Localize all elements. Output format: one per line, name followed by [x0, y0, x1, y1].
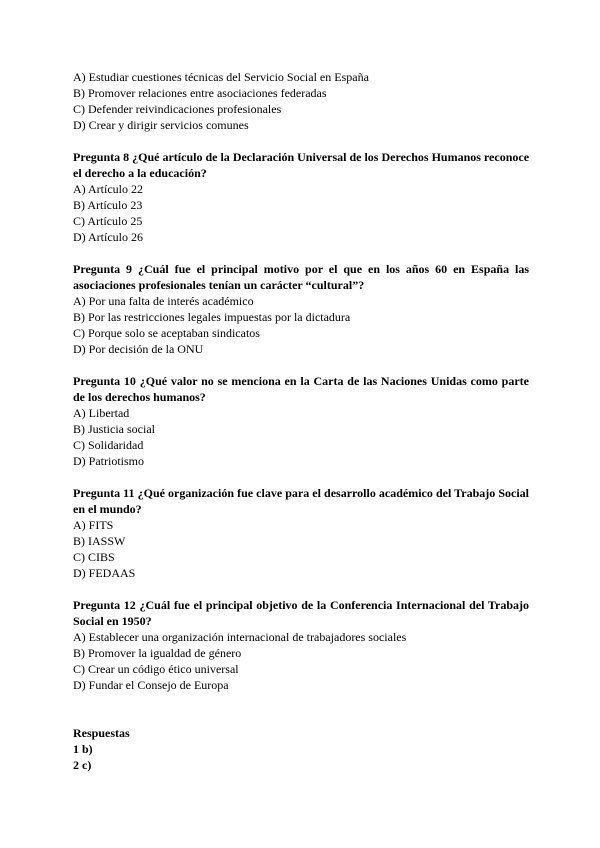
continued-options: [73, 69, 529, 133]
question-heading: [73, 149, 529, 181]
question-number: Pregunta 10: [73, 374, 136, 388]
option-line: B) Justicia social: [73, 422, 155, 436]
option-line: B) IASSW: [73, 534, 126, 548]
question-number: Pregunta 9: [73, 262, 133, 276]
question-heading: [73, 597, 529, 629]
question-block-11: [73, 485, 529, 581]
option-line: D) Fundar el Consejo de Europa: [73, 678, 229, 692]
question-text: ¿Qué valor no se menciona en la Carta de las Naciones Unidas como parte de los derechos humanos?: [73, 374, 530, 404]
document-page: [73, 69, 529, 773]
question-number: Pregunta 8: [73, 150, 130, 164]
answers-heading: Respuestas: [73, 726, 130, 740]
question-text: ¿Cuál fue el principal objetivo de la Conferencia Internacional del Trabajo Social en 1950?: [73, 598, 529, 628]
option-line: A) Estudiar cuestiones técnicas del Servicio Social en España: [73, 70, 369, 84]
question-heading: [73, 261, 529, 293]
question-heading: [73, 485, 529, 517]
option-line: B) Promover relaciones entre asociaciones federadas: [73, 86, 327, 100]
option-line: A) Por una falta de interés académico: [73, 294, 254, 308]
option-line: D) Patriotismo: [73, 454, 144, 468]
answer-item: 1 b): [73, 742, 93, 756]
option-line: C) Defender reivindicaciones profesionales: [73, 102, 282, 116]
question-block-8: [73, 149, 529, 245]
option-line: D) Crear y dirigir servicios comunes: [73, 118, 249, 132]
option-line: A) Artículo 22: [73, 182, 143, 196]
question-heading: [73, 373, 529, 405]
question-number: Pregunta 12: [73, 598, 136, 612]
answer-item: 2 c): [73, 758, 92, 772]
option-line: C) Artículo 25: [73, 214, 143, 228]
option-line: A) Libertad: [73, 406, 130, 420]
option-line: C) Solidaridad: [73, 438, 144, 452]
option-line: C) Crear un código ético universal: [73, 662, 239, 676]
question-number: Pregunta 11: [73, 486, 135, 500]
question-block-10: [73, 373, 529, 469]
question-block-12: [73, 597, 529, 693]
option-line: A) Establecer una organización internacional de trabajadores sociales: [73, 630, 407, 644]
option-line: C) CIBS: [73, 550, 115, 564]
option-line: D) Por decisión de la ONU: [73, 342, 204, 356]
question-text: ¿Cuál fue el principal motivo por el que en los años 60 en España las asociaciones profesionales tenían un carácter “cultural”?: [73, 262, 530, 292]
option-line: D) FEDAAS: [73, 566, 136, 580]
question-text: ¿Qué organización fue clave para el desarrollo académico del Trabajo Social en el mundo?: [73, 486, 529, 516]
option-line: B) Promover la igualdad de género: [73, 646, 242, 660]
option-line: B) Artículo 23: [73, 198, 143, 212]
question-text: ¿Qué artículo de la Declaración Universal de los Derechos Humanos reconoce el derecho a la educación?: [73, 150, 530, 180]
question-block-9: [73, 261, 529, 357]
option-line: D) Artículo 26: [73, 230, 143, 244]
option-line: A) FITS: [73, 518, 114, 532]
option-line: B) Por las restricciones legales impuestas por la dictadura: [73, 310, 351, 324]
option-line: C) Porque solo se aceptaban sindicatos: [73, 326, 260, 340]
